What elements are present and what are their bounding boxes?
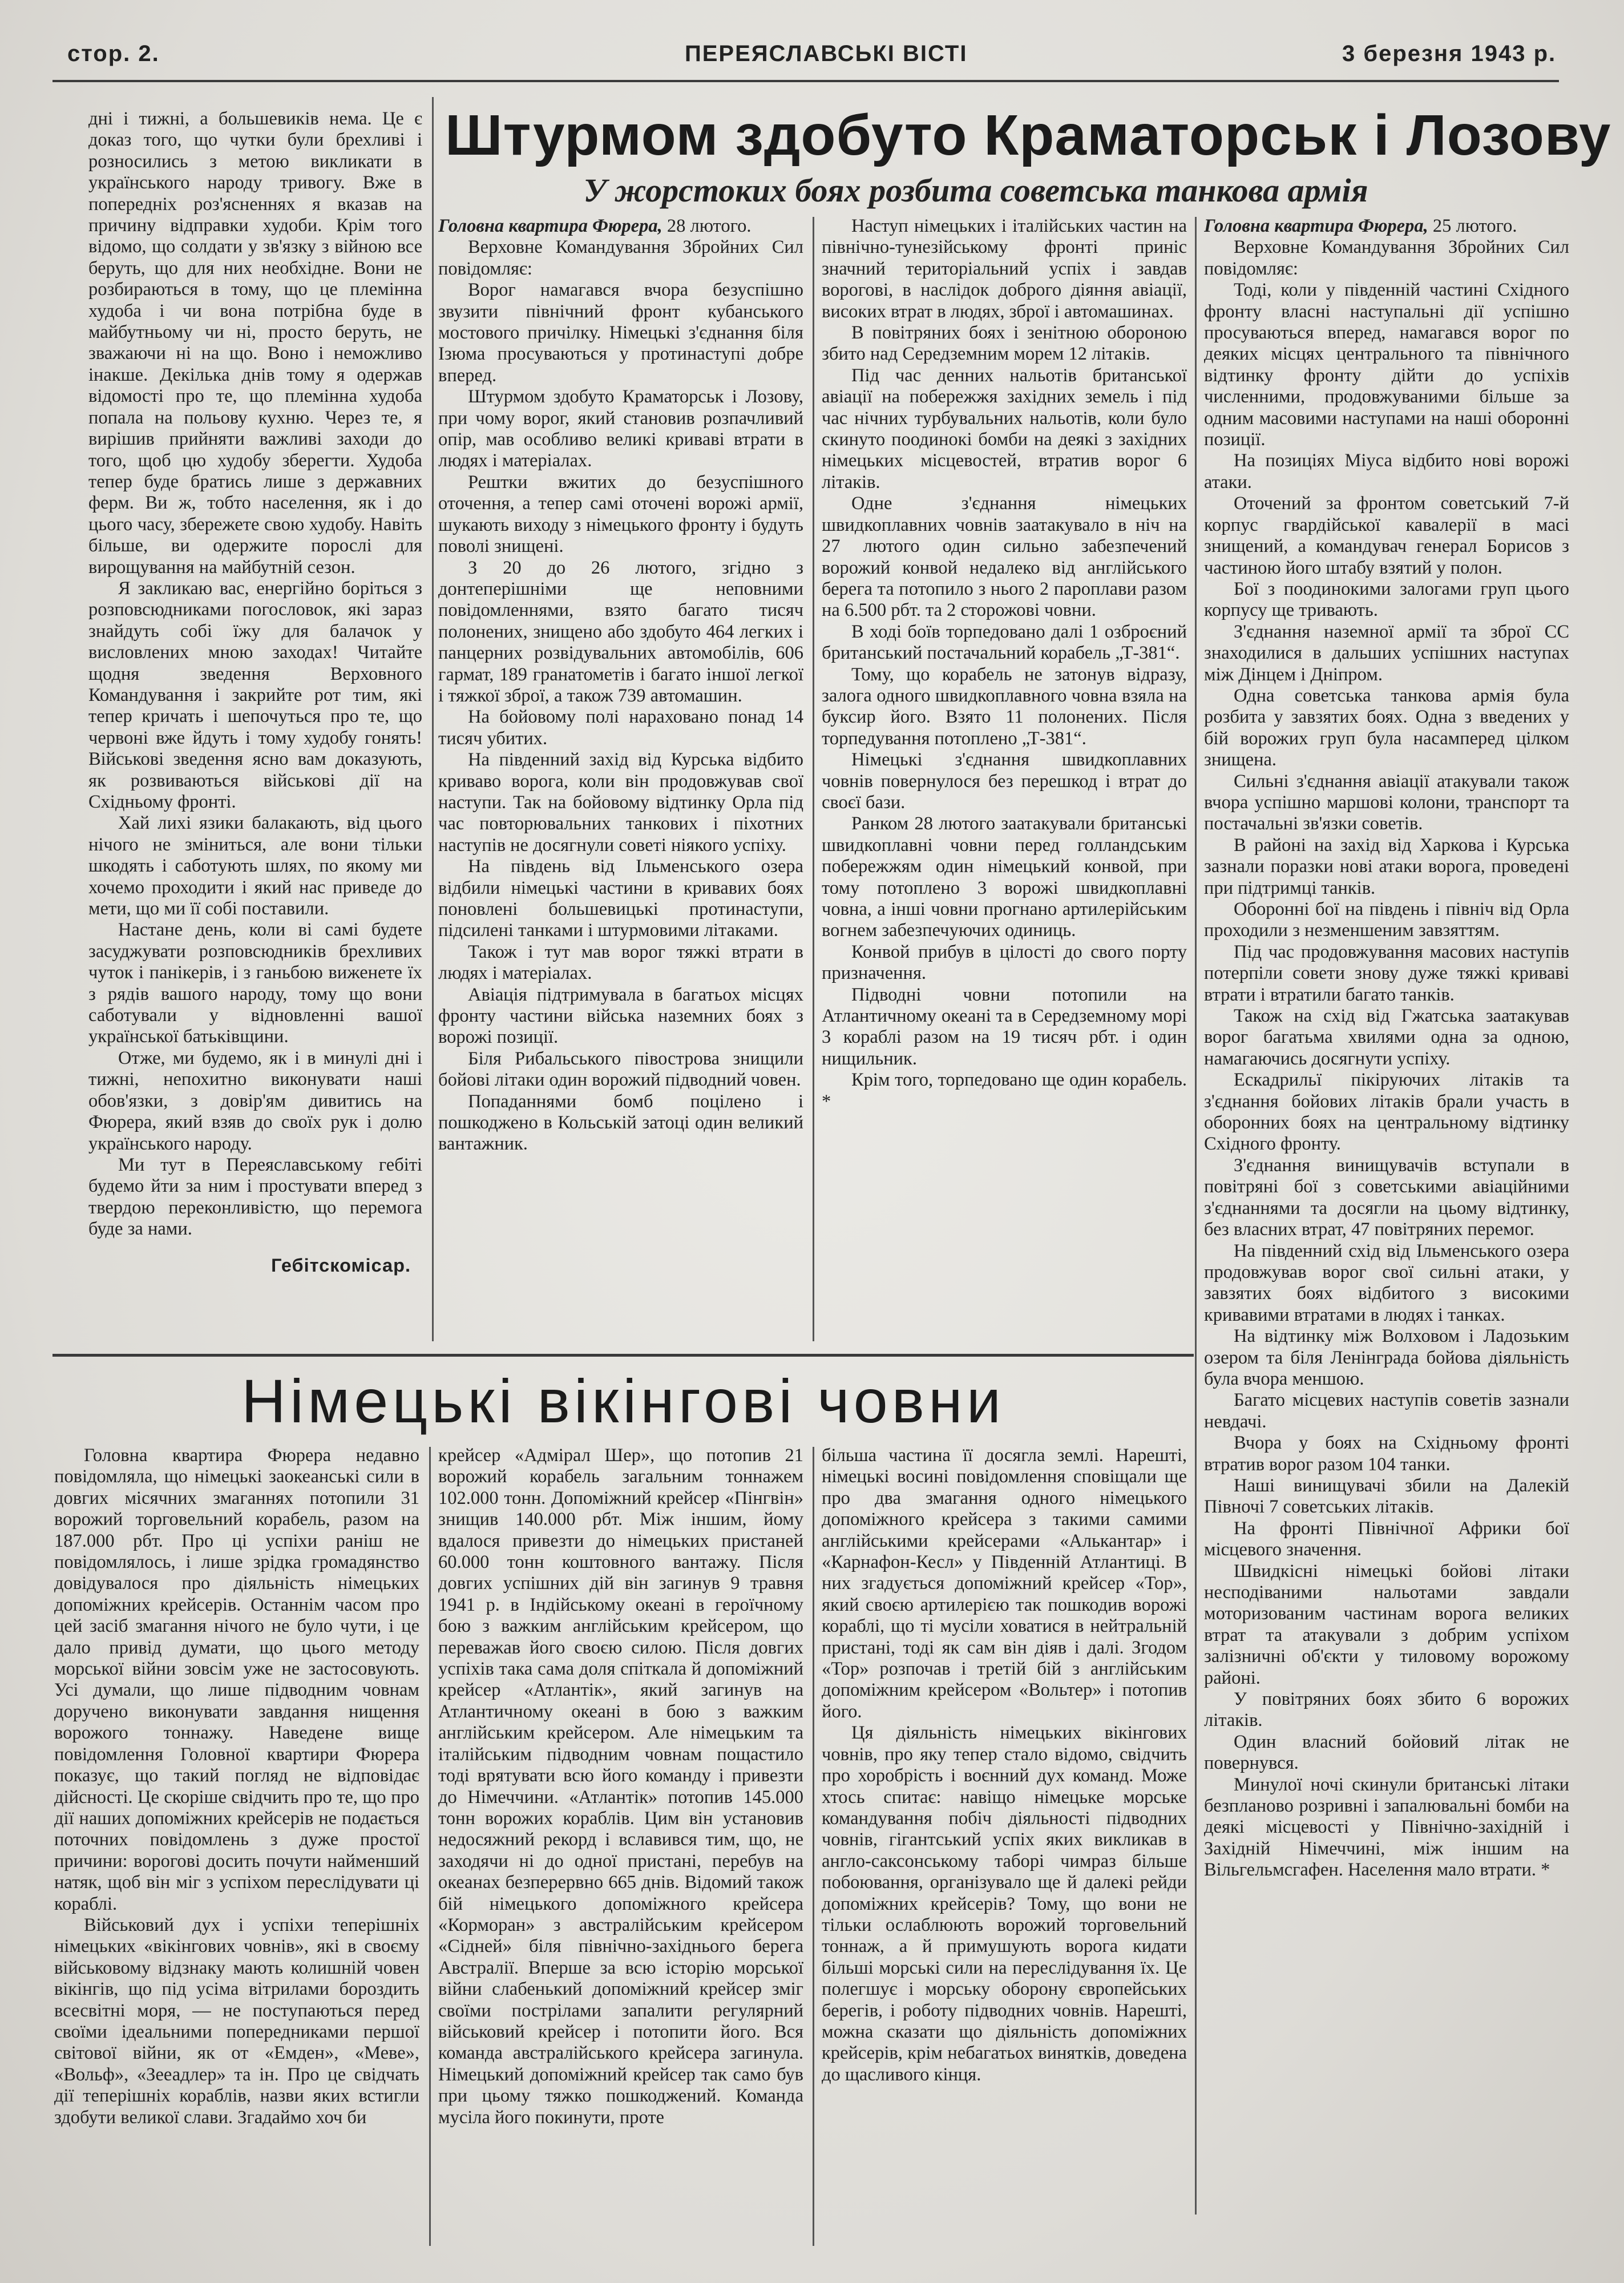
dateline-date: 25 лютого. (1432, 216, 1517, 236)
main-col2-paragraph: Під час денних нальотів британської авіації на побережжя західних земель і під час нічних турбувальних нальотів, коли було скинуто поодинокі бомби на деякі з західних німецьких місцевостей, втратив ворог 6 літаків. (822, 365, 1187, 493)
right-paragraph: Тоді, коли у південній частині Східного фронту власні наступальні дії успішно просуваються вперед, намагався ворог по деяких місцях центрального та північного відтинку фронту дійти до успіхів численними, продовжуваними більше за одним масовими наступами на наші оборонні позиції. (1204, 280, 1569, 450)
main-col1-paragraph: Авіація підтримувала в багатьох місцях фронту частини війська наземних боях з ворожі позиції. (438, 984, 803, 1048)
right-paragraph: Минулої ночі скинули британські літаки безпланово розривні і запалювальні бомби на деякі місцевості у Північно-західній і Західній Німеччині, між іншим на Вільгельмсгафен. Населення мало втрати. * (1204, 1774, 1569, 1881)
right-article (1204, 216, 1569, 2248)
right-paragraph: Багато місцевих наступів советів зазнали невдачі. (1204, 1390, 1569, 1432)
section-rule (52, 1354, 1194, 1357)
right-paragraph: Оборонні бої на південь і північ від Орла проходили з незменшеним завзяттям. (1204, 899, 1569, 941)
main-article-col2 (822, 216, 1187, 1346)
right-paragraph: У повітряних боях збито 6 ворожих літаків. (1204, 1689, 1569, 1731)
bottom-col2-paragraph: крейсер «Адмірал Шер», що потопив 21 ворожий корабель загальним тоннажем 102.000 тонн. Допоміжний крейсер «Пінгвін» знищив 140.000 рбт. Між іншим, йому вдалося привезти до німецьких пристаней 60.000 тонн коштовного вантажу. Після довгих успішних дій він загинув 9 травня 1941 р. в Індійському океані в героїчному бою з важким англійським крейсером, що переважав його своєю силою. Після довгих успіхів така сама доля спіткала й допоміжний крейсер «Атлантік», який загинув на Атлантичному океані в бою з важким англійським крейсером. Але німецьким та італійським підводним човнам пощастило тоді врятувати всю його команду і привезти до Німеччини. «Атлантік» потопив 145.000 тонн ворожих кораблів. Цим він установив недосяжний рекорд і вславився тим, що, не заходячи ні до одної пристані, перебув на океанах безперервно 665 днів. Відомий також бій німецького допоміжного крейсера «Корморан» з австралійським крейсером «Сідней» біля північно-західнього берега Австралії. Вперше за всю історію морської війни слабенький допоміжний крейсер зміг своїми пострілами запалити регулярний військовий крейсер і потопити його. Вся команда австралійського крейсера загинула. Німецький допоміжний крейсер так само був при цьому тяжко пошкоджений. Команда мусіла його покинути, проте (438, 1445, 803, 2128)
main-subheadline: У жорстоких боях розбита советська танкова армія (583, 172, 1368, 209)
right-paragraph: З'єднання наземної армії та зброї СС знаходилися в дальших успішних наступах між Дінцем і Дніпром. (1204, 621, 1569, 685)
column-divider (813, 1447, 814, 2246)
right-paragraph: Один власний бойовий літак не повернувся. (1204, 1731, 1569, 1774)
right-paragraph: На відтинку між Волховом і Ладозьким озером та біля Ленінграда бойова діяльність була вчора меншою. (1204, 1326, 1569, 1389)
dateline-place: Головна квартира Фюрера, (1204, 216, 1428, 236)
main-col1-paragraph: Ворог намагався вчора безуспішно звузити північний фронт кубанського мостового причілку. Німецькі з'єднання біля Ізюма просуваються у протинаступі добре вперед. (438, 280, 803, 386)
issue-date: 3 березня 1943 р. (1342, 41, 1557, 66)
bottom-article-col3 (822, 1445, 1187, 2244)
main-headline: Штурмом здобуто Краматорськ і Лозову (445, 103, 1611, 167)
right-paragraph: Бої з поодинокими залогами груп цього корпусу ще тривають. (1204, 578, 1569, 621)
main-col2-paragraph: Наступ німецьких і італійських частин на північно-тунезійському фронті приніс значний територіальний успіх і завдав ворогові, в наслідок доброго діяння авіації, високих втрат в людях, зброї і автомашинах. (822, 216, 1187, 322)
main-col1-paragraph: На південний захід від Курська відбито криваво ворога, коли він продовжував свої наступи. Так на бойовому відтинку Орла під час повторювальних танкових і піхотних наступів не досягнули советі ніякого успіху. (438, 749, 803, 856)
right-paragraph: Під час продовжування масових наступів потерпіли совети знову дуже тяжкі криваві втрати і втратили багато танків. (1204, 941, 1569, 1005)
left-paragraph: Хай лихі язики балакають, від цього нічого не зміниться, але вони тільки шкодять і саботують шлях, по якому ми хочемо проходити і який нас приведе до мети, що ми її собі поставили. (88, 813, 422, 919)
signature: Гебітскомісар. (271, 1255, 411, 1276)
right-paragraph: Верховне Командування Збройних Сил повідомляє: (1204, 237, 1569, 279)
left-paragraph: Настане день, коли ві самі будете засуджувати розповсюдників брехливих чуток і панікерів, і з ганьбою виженете їх з рядів вашого народу, тому що вони саботували у відновленні вашої української батьківщини. (88, 919, 422, 1047)
bottom-col1-paragraph: Головна квартира Фюрера недавно повідомляла, що німецькі заокеанські сили в довгих місячних змаганнях потопили 31 ворожий торговельний корабель, разом на 187.000 рбт. Про ці успіхи раніш не повідомлялось, і лише зрідка громадянство довідувалося про діяльність німецьких допоміжних крейсерів. Останнім часом про цей засіб змагання нічого не було чути, і це дало привід думати, що цього методу морської війни зовсім уже не застосовують. Усі думали, що лише підводним човнам доручено виконувати завдання нищення ворожого тоннажу. Наведене вище повідомлення Головної квартири Фюрера показує, що такий погляд не відповідає дійсності. Це скоріше свідчить про те, що про дії наших допоміжних крейсерів не подається поточних повідомлень з дуже простої причини: ворогові досить почути найменший натяк, щоб він міг з успіхом переслідувати ці кораблі. (54, 1445, 419, 1914)
right-paragraph: Ескадрильї пікіруючих літаків та з'єднання бойових літаків брали участь в оборонних боях на центральному відтинку Східного фронту. (1204, 1070, 1569, 1155)
main-col1-paragraph: Також і тут мав ворог тяжкі втрати в людях і матеріалах. (438, 941, 803, 984)
dateline (1204, 216, 1569, 237)
main-article-col1 (438, 216, 803, 1346)
newspaper-title: ПЕРЕЯСЛАВСЬКІ ВІСТІ (685, 41, 968, 66)
right-paragraph: На позиціях Міуса відбито нові ворожі атаки. (1204, 450, 1569, 493)
main-col2-paragraph: Підводні човни потопили на Атлантичному океані та в Середземному морі 3 кораблі разом на 19 тисяч рбт. і один нищильник. (822, 984, 1187, 1069)
right-paragraph: Одна советська танкова армія була розбита у завзятих боях. Одна з введених у бій ворожих груп була насамперед цілком знищена. (1204, 685, 1569, 771)
column-divider (813, 217, 814, 1341)
right-paragraph: З'єднання винищувачів вступали в повітряні бої з советськими авіаційними з'єднаннями та досягли на цьому відтинку, без власних втрат, 47 повітряних перемог. (1204, 1155, 1569, 1240)
main-col2-paragraph: Одне з'єднання німецьких швидкоплавних човнів заатакувало в ніч на 27 лютого один сильно забезпечений ворожий конвой недалеко від англійського берега та потопило з нього 2 пароплави разом на 6.500 рбт. та 2 сторожові човни. (822, 493, 1187, 621)
column-divider (1195, 217, 1197, 2215)
left-paragraph: Ми тут в Переяславському гебіті будемо йти за ним і простувати вперед з твердою переконливістю, що перемога буде за нами. (88, 1154, 422, 1240)
right-paragraph: На фронті Північної Африки бої місцевого значення. (1204, 1518, 1569, 1560)
left-paragraph: Отже, ми будемо, як і в минулі дні і тижні, непохитно виконувати наші обов'язки, з довір'ям дивитись на Фюрера, який взяв до своїх рук і долю українського народу. (88, 1047, 422, 1154)
right-paragraph: Оточений за фронтом советський 7-й корпус гвардійської кавалерії в масі знищений, а командувач генерал Борисов з частиною його штабу взятий у полон. (1204, 493, 1569, 578)
bottom-col1-paragraph: Військовий дух і успіхи теперішніх німецьких «вікінгових човнів», які в своєму військовому відзнаку мають колишній човен вікінгів, що під усіма вітрилами бороздить всесвітні моря, — не поступаються перед своїми ідеальними попередниками першої світової війни, як от «Емден», «Меве», «Вольф», «Зееадлер» та ін. Про це свідчать дії теперішніх кораблів, назви яких встигли здобути великої слави. Згадаймо хоч би (54, 1914, 419, 2128)
bottom-article-col1 (54, 1445, 419, 2244)
main-col2-paragraph: В ході боїв торпедовано далі 1 озброєний британський постачальний корабель „Т-381“. (822, 621, 1187, 664)
right-paragraph: Вчора у боях на Східньому фронті втратив ворог разом 104 танки. (1204, 1433, 1569, 1475)
left-paragraph: дні і тижні, а большевиків нема. Це є доказ того, що чутки були брехливі і розносились з метою викликати в українського народу тривогу. Вже в попередніх роз'ясненнях я вказав на причину відправки худоби. Крім того відомо, що солдати у зв'язку з війною все беруть, що для них необхідне. Вони не розбираються в тому, що це племінна худоба і чи вона потрібна буде в майбутньому чи ні, просто беруть, не зважаючи ні на що. Воно і неможливо інакше. Декілька днів тому я одержав відомості про те, що племінна худоба попала на польову кухню. Через те, я вирішив прийняти важливі заходи до того, щоб цю худобу зберегти. Худоба тепер буде братись лише з державних ферм. Ви ж, тобто населення, як і до цього часу, збережете свою худобу. Навіть більше, ви одержите порослі для вирощування на майбутній сезон. (88, 108, 422, 578)
left-article (88, 108, 422, 1353)
left-paragraph: Я закликаю вас, енергійно боріться з розповсюдниками погословок, які зараз знайдуть собі їжу для балачок у висловлених мною заходах! Читайте щодня зведення Верховного Командування і закрийте рот тим, які тепер кричать і шепочуться про те, що червоні вже йдуть і тому худобу гонять! Військові зведення ясно вам доказують, як розвиваються військові дії на Східньому фронті. (88, 578, 422, 812)
bottom-col3-paragraph: більша частина її досягла землі. Нарешті, німецькі восині повідомлення сповіщали ще про два змагання одного німецького допоміжного крейсера з такими самими англійськими крейсерами «Алькантар» і «Карнафон-Кесл» у Південній Атлантиці. В них згадується допоміжний крейсер «Тор», який своєю артилерією так пошкодив ворожі кораблі, що ті мусіли ховатися в нейтральній пристані, тоді як сам він діяв і далі. Згодом «Тор» розпочав і третій бій з англійським допоміжним крейсером «Вольтер» і потопив його. (822, 1445, 1187, 1722)
dateline (438, 216, 803, 237)
right-paragraph: Також на схід від Гжатська заатакував ворог багатьма хвилями одна за одною, намагаючись досягнути успіху. (1204, 1006, 1569, 1069)
page-number: стор. 2. (67, 41, 160, 66)
column-divider (429, 1447, 431, 2246)
main-col1-paragraph: Верховне Командування Збройних Сил повідомляє: (438, 237, 803, 279)
main-col1-paragraph: З 20 до 26 лютого, згідно з донтеперішніми ще неповними повідомленнями, взято багато тисяч полонених, знищено або здобуто 464 легких і панцерних розвідувальних автомобілів, 606 гармат, 189 гранатометів і багато іншої легкої і тяжкої зброї, а також 739 автомашин. (438, 557, 803, 706)
bottom-article-col2 (438, 1445, 803, 2244)
bottom-col3-paragraph: Ця діяльність німецьких вікінгових човнів, про яку тепер стало відомо, свідчить про хоробрість і воєнний дух команд. Може хтось спитає: навіщо німецьке морське командування побіч діяльності підводних човнів, гігантський успіх яких викликав в англо-саксонському таборі чимраз більше побоювання, організувало ще й далекі рейди допоміжних крейсерів? Тому, що вони не тільки ослаблюють ворожий торговельний тоннаж, а й примушують ворога кидати більші морські сили на переслідування їх. Це полегшує і морську оборону європейських берегів, і роботу підводних човнів. Нарешті, можна сказати що діяльність допоміжних крейсерів, крім небагатьох винятків, доведена до щасливого кінця. (822, 1723, 1187, 2085)
main-col2-paragraph: Тому, що корабель не затонув відразу, залога одного швидкоплавного човна взяла на буксир його. Взято 11 полонених. Після торпедування потоплено „Т-381“. (822, 664, 1187, 749)
main-col2-paragraph: Ранком 28 лютого заатакували британські швидкоплавні човни перед голландським побережжям один німецький конвой, при тому потоплено 3 ворожі швидкоплавні човна, а інші човни прогнано артилерійським вогнем забезпечуючих одиниць. (822, 813, 1187, 941)
bottom-headline: Німецькі вікінгові човни (241, 1366, 1005, 1435)
main-col2-paragraph: Німецькі з'єднання швидкоплавних човнів повернулося без перешкод і втрат до своєї бази. (822, 749, 1187, 813)
main-col1-paragraph: Попаданнями бомб поцілено і пошкоджено в Кольській затоці один великий вантажник. (438, 1091, 803, 1155)
right-paragraph: На південний схід від Ільменського озера продовжував ворог свої сильні атаки, у завзятих боях відбитого з високими кривавими втратами в людях і танках. (1204, 1240, 1569, 1325)
main-col2-paragraph: Конвой прибув в цілості до свого порту призначення. (822, 941, 1187, 984)
main-col1-paragraph: Біля Рибальського півострова знищили бойові літаки один ворожий підводний човен. (438, 1048, 803, 1091)
main-col1-paragraph: На південь від Ільменського озера відбили німецькі частини в кривавих боях поновлені большевицькі протинаступи, підсилені танками і штурмовими літаками. (438, 856, 803, 941)
right-paragraph: Наші винищувачі збили на Далекій Півночі 7 советських літаків. (1204, 1475, 1569, 1518)
main-col1-paragraph: Рештки вжитих до безуспішного оточення, а тепер самі оточені ворожі армії, шукають виходу з німецького фронту і будуть поволі знищені. (438, 471, 803, 557)
right-paragraph: В районі на захід від Харкова і Курська зазнали поразки нові атаки ворога, проведені при підтримці танків. (1204, 834, 1569, 898)
main-col1-paragraph: На бойовому полі нараховано понад 14 тисяч убитих. (438, 707, 803, 749)
dateline-date: 28 лютого. (666, 216, 752, 236)
right-paragraph: Швидкісні німецькі бойові літаки несподіваними нальотами завдали моторизованим частинам ворога великих втрат та атакували з добрим успіхом залізничні об'єкти у тиловому ворожому районі. (1204, 1560, 1569, 1688)
dateline-place: Головна квартира Фюрера, (438, 216, 662, 236)
main-col2-paragraph: В повітряних боях і зенітною обороною збито над Середземним морем 12 літаків. (822, 322, 1187, 365)
column-divider (432, 97, 434, 1341)
header-rule (52, 80, 1559, 82)
main-col1-paragraph: Штурмом здобуто Краматорськ і Лозову, при чому ворог, який становив розпачливий опір, мав особливо великі криваві втрати в людях і матеріалах. (438, 386, 803, 471)
right-paragraph: Сильні з'єднання авіації атакували також вчора успішно маршові колони, транспорт та постачальні зв'язки советів. (1204, 771, 1569, 834)
main-col2-paragraph: Крім того, торпедовано ще один корабель. * (822, 1070, 1187, 1112)
